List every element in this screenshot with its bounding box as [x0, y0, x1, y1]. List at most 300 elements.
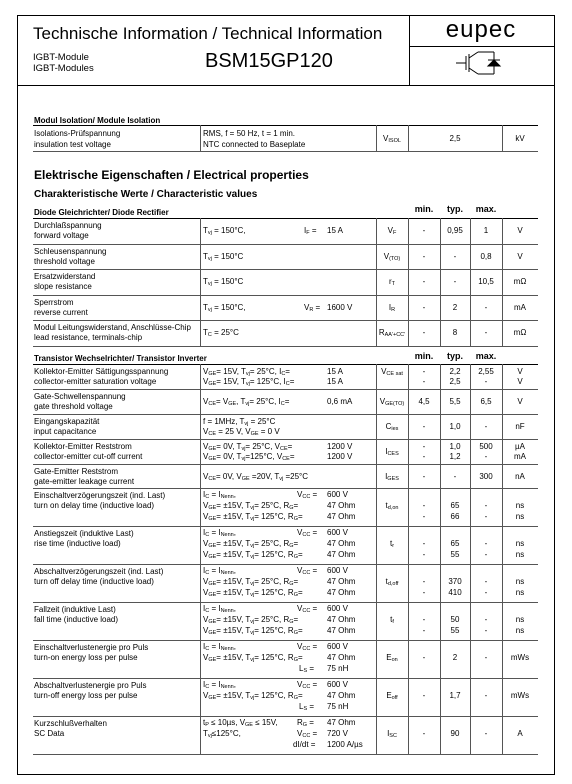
- test-condition: [203, 539, 298, 549]
- typ-value: 66: [450, 512, 460, 521]
- col-divider: [502, 364, 503, 754]
- subscript: Nenn: [220, 646, 234, 652]
- text-part: =: [310, 642, 318, 651]
- param-label-en: threshold voltage: [34, 256, 95, 266]
- max-value: -: [484, 615, 488, 624]
- text-part: ,: [233, 642, 236, 651]
- text-part: V: [203, 626, 209, 635]
- text-part: =: [313, 302, 321, 312]
- text-part: V: [203, 472, 209, 481]
- unit: V: [517, 397, 523, 406]
- test-condition: [203, 653, 303, 663]
- subscript: CE: [208, 401, 216, 407]
- row-divider: [33, 488, 538, 489]
- subscript: vj: [250, 592, 255, 598]
- max-value: 6,5: [480, 397, 492, 406]
- row-divider: [33, 526, 538, 527]
- unit: ns: [515, 626, 525, 635]
- text-part: = I: [209, 566, 221, 575]
- unit: µA: [515, 442, 525, 451]
- row-divider: [33, 320, 538, 321]
- row-divider: [33, 754, 538, 755]
- min-value: -: [422, 588, 426, 597]
- subscript: C: [205, 646, 210, 652]
- min-value: 4,5: [418, 397, 430, 406]
- subscript: vj: [279, 476, 284, 482]
- param-label-de: Anstiegszeit (induktive Last): [34, 529, 134, 538]
- symbol-letter: t: [385, 577, 388, 586]
- param-label-de: Abschaltverzögerungszeit (ind. Last): [34, 567, 164, 576]
- col-divider: [376, 218, 377, 346]
- param-label-en: fall time (inductive load): [34, 615, 119, 624]
- min-value: -: [422, 550, 426, 559]
- test-value: 47 Ohm: [327, 501, 356, 510]
- param-label-en: forward voltage: [34, 231, 89, 240]
- test-value: 1200 V: [327, 452, 353, 461]
- symbol-letter: t: [389, 539, 393, 548]
- text-part: V: [297, 729, 303, 738]
- unit: mΩ: [513, 277, 527, 286]
- text-part: = 125°C, R: [254, 691, 294, 700]
- vcc-label: [297, 490, 317, 500]
- logo-divider: [409, 46, 555, 47]
- text-part: = 25°C, I: [249, 397, 281, 406]
- test-value: 1200 A/µs: [327, 740, 363, 749]
- symbol-subscript: off: [391, 695, 398, 701]
- isolation-label-en: insulation test voltage: [34, 140, 111, 149]
- text-part: I: [203, 680, 206, 689]
- text-part: V: [297, 528, 303, 537]
- symbol-letter: R: [378, 328, 385, 337]
- param-symbol: [376, 615, 408, 625]
- symbol-subscript: CE sat: [386, 371, 403, 377]
- subscript: vj: [207, 306, 212, 313]
- text-part: T: [203, 226, 208, 235]
- subscript: vj: [250, 543, 255, 549]
- min-value: -: [422, 615, 426, 624]
- test-value: 47 Ohm: [327, 577, 356, 586]
- test-condition: [203, 397, 289, 407]
- text-part: T: [203, 302, 208, 312]
- subscript: G: [293, 592, 298, 598]
- min-value: -: [422, 377, 426, 386]
- text-part: =: [285, 367, 290, 376]
- subscript: GE: [208, 581, 217, 587]
- rg-label: [297, 718, 314, 728]
- text-part: R: [297, 718, 303, 727]
- max-value: -: [484, 512, 488, 521]
- max-value: -: [484, 302, 488, 312]
- col-divider: [470, 218, 471, 346]
- unit: ns: [515, 550, 525, 559]
- test-condition: [203, 377, 294, 387]
- param-symbol: [376, 577, 408, 587]
- col-min-header: min.: [414, 204, 434, 214]
- text-part: , T: [236, 397, 246, 406]
- param-label-en: reverse current: [34, 307, 88, 317]
- subscript: vj: [241, 446, 246, 452]
- subscript: CC: [302, 684, 311, 690]
- symbol-letter: t: [390, 615, 393, 624]
- text-part: = 125°C, I: [249, 377, 286, 386]
- test-condition-2: [304, 303, 320, 313]
- test-value: 75 nH: [327, 664, 349, 673]
- text-part: ,: [233, 490, 236, 499]
- max-value: -: [484, 729, 488, 738]
- isolation-section-title: Modul Isolation/ Module Isolation: [34, 116, 161, 125]
- typ-value: -: [453, 251, 457, 261]
- min-value: -: [422, 512, 426, 521]
- text-part: V: [203, 442, 209, 451]
- subscript: F: [306, 230, 310, 236]
- min-value: -: [422, 472, 426, 481]
- param-label-en: turn-off energy loss per pulse: [34, 691, 138, 700]
- subscript: GE: [228, 401, 237, 407]
- text-part: T: [203, 729, 208, 738]
- igbt-section-title: Transistor Wechselrichter/ Transistor Inverter: [34, 354, 207, 363]
- text-part: =: [310, 729, 318, 738]
- text-part: = 125°C, R: [254, 550, 294, 559]
- subscript: G: [293, 554, 298, 560]
- text-part: =125°C, V: [245, 452, 283, 461]
- text-part: = 15V, T: [216, 377, 246, 386]
- param-symbol: [376, 252, 408, 262]
- param-label-de: Modul Leitungswiderstand, Anschlüsse-Chip: [34, 323, 191, 332]
- text-part: = 150°C: [211, 277, 244, 286]
- row-divider: [33, 640, 538, 641]
- test-condition: [203, 718, 278, 728]
- subscript: C: [205, 532, 210, 538]
- subscript: vj: [250, 630, 255, 636]
- text-part: T: [203, 277, 208, 286]
- text-part: =: [293, 501, 299, 510]
- param-symbol: [376, 226, 408, 236]
- symbol-letter: I: [388, 302, 392, 312]
- test-value: 0,6 mA: [327, 397, 353, 406]
- subscript: vj: [250, 505, 255, 511]
- param-symbol: [376, 367, 408, 377]
- text-part: = 0V, V: [215, 472, 242, 481]
- symbol-letter: C: [385, 422, 392, 431]
- param-label-de: Sperrstrom: [34, 297, 74, 307]
- param-symbol: [376, 501, 408, 511]
- page-title: Technische Information / Technical Information: [33, 24, 383, 43]
- subscript: Nenn: [220, 532, 234, 538]
- row-divider: [33, 414, 538, 415]
- typ-value: 2,2: [449, 367, 461, 376]
- subscript: C: [285, 381, 290, 387]
- min-value: -: [422, 367, 426, 376]
- subscript: G: [293, 630, 298, 636]
- symbol-subscript: F: [392, 230, 397, 236]
- subscript: GE: [208, 381, 217, 387]
- text-part: V: [203, 427, 209, 436]
- text-part: I: [203, 528, 206, 537]
- param-label-de: Einschaltverlustenergie pro Puls: [34, 643, 149, 652]
- unit: ns: [515, 512, 525, 521]
- text-part: = 25°C, I: [249, 367, 282, 376]
- param-symbol: [376, 422, 408, 432]
- col-typ-header: typ.: [446, 351, 463, 361]
- min-value: -: [422, 328, 426, 337]
- subscript: GE: [208, 505, 217, 511]
- isolation-label-de: Isolations-Prüfspannung: [34, 129, 121, 138]
- unit: ns: [515, 501, 525, 510]
- diode-section-title: Diode Gleichrichter/ Diode Rectifier: [34, 208, 169, 217]
- subscript: GE: [208, 695, 217, 701]
- didt-label: dI/dt =: [293, 740, 316, 749]
- test-value: 1200 V: [327, 442, 353, 451]
- subscript: vj: [207, 230, 212, 236]
- subscript: GE: [208, 371, 217, 377]
- typ-value: 55: [450, 550, 460, 559]
- subscript: G: [289, 581, 294, 587]
- isolation-symbol: $V_{ISOL}$: [383, 134, 401, 144]
- unit: nF: [515, 422, 525, 431]
- text-part: ,: [233, 528, 236, 537]
- text-part: = 25°C, R: [254, 615, 290, 624]
- subscript: CE: [208, 476, 216, 482]
- text-part: = 125°C, R: [254, 512, 294, 521]
- test-value: 47 Ohm: [327, 718, 356, 727]
- subscript: C: [205, 494, 210, 500]
- symbol-subscript: AA'+CC': [384, 332, 406, 338]
- subscript: S: [303, 706, 308, 712]
- text-part: V: [203, 588, 209, 597]
- test-condition: [203, 626, 303, 636]
- vcc-label: [297, 528, 317, 538]
- typ-value: 1,2: [449, 452, 461, 461]
- vcc-label: [297, 642, 317, 652]
- subscript: G: [289, 505, 294, 511]
- col-divider: [502, 218, 503, 346]
- test-value: 47 Ohm: [327, 539, 356, 548]
- max-value: -: [484, 626, 488, 635]
- vcc-label: [297, 566, 317, 576]
- col-max-header: max.: [475, 351, 497, 361]
- text-part: V: [203, 452, 209, 461]
- text-part: =: [309, 226, 317, 235]
- param-label-en: collector-emitter saturation voltage: [34, 377, 157, 386]
- text-part: I: [203, 490, 206, 499]
- subscript: vj: [245, 371, 250, 377]
- typ-value: 55: [450, 626, 460, 635]
- col-typ-header: typ.: [446, 204, 463, 214]
- test-value: 1600 V: [327, 302, 353, 312]
- param-symbol: [376, 729, 408, 739]
- text-part: = ±15V, T: [216, 626, 251, 635]
- isolation-condition-1: RMS, f = 50 Hz, t = 1 min.: [203, 129, 296, 138]
- symbol-subscript: d,on: [387, 505, 399, 511]
- param-label-de: Kollektor-Emitter Reststrom: [34, 442, 132, 451]
- subscript: GE: [241, 476, 250, 482]
- min-value: -: [422, 626, 426, 635]
- subscript: vj: [250, 581, 255, 587]
- typ-value: 8: [452, 328, 458, 337]
- test-condition: [203, 604, 236, 614]
- subscript: GE: [208, 657, 217, 663]
- row-divider: [33, 678, 538, 679]
- text-part: V: [297, 604, 303, 613]
- text-part: V: [297, 490, 303, 499]
- text-part: V: [203, 501, 209, 510]
- typ-value: 65: [450, 539, 460, 548]
- typ-value: 2,5: [449, 377, 461, 386]
- subscript: CC: [302, 608, 311, 614]
- test-condition: [203, 452, 295, 462]
- typ-value: 1,0: [449, 442, 461, 451]
- symbol-letter: V: [379, 397, 386, 406]
- param-label-de: Eingangskapazität: [34, 417, 100, 426]
- row-divider: [33, 389, 538, 390]
- text-part: ,: [233, 566, 236, 575]
- subscript: vj: [245, 381, 250, 387]
- test-value: 47 Ohm: [327, 626, 356, 635]
- symbol-subscript: R: [391, 306, 396, 313]
- subscript: GE: [208, 619, 217, 625]
- text-part: I: [203, 566, 206, 575]
- symbol-letter: V: [387, 226, 393, 235]
- subscript: C: [205, 570, 210, 576]
- isolation-value: 2,5: [449, 134, 461, 143]
- text-part: T: [203, 328, 208, 337]
- vcc-label: [297, 604, 317, 614]
- typ-value: -: [453, 472, 457, 481]
- subscript: G: [289, 543, 294, 549]
- unit: V: [517, 367, 523, 376]
- text-part: =: [284, 397, 290, 406]
- row-divider: [33, 602, 538, 603]
- text-part: T: [203, 251, 208, 261]
- test-value: 47 Ohm: [327, 653, 356, 662]
- text-part: = 125°C, R: [254, 588, 294, 597]
- text-part: I: [203, 604, 206, 613]
- min-value: -: [422, 251, 426, 261]
- min-value: -: [422, 442, 426, 451]
- text-part: V: [203, 550, 209, 559]
- test-condition: [203, 277, 243, 287]
- param-symbol: [376, 303, 408, 313]
- text-part: = 0V, T: [216, 452, 242, 461]
- subscript: vj: [250, 554, 255, 560]
- symbol-subscript: d,off: [387, 581, 399, 587]
- max-value: -: [484, 328, 488, 337]
- param-label-en: rise time (inductive load): [34, 539, 121, 548]
- param-label-de: Schleusenspannung: [34, 246, 107, 256]
- symbol-letter: I: [385, 472, 388, 481]
- subscript: C: [205, 684, 210, 690]
- symbol-letter: r: [388, 277, 392, 286]
- subscript: CE: [208, 431, 216, 437]
- subscript: vj: [250, 619, 255, 625]
- typ-value: 2: [452, 302, 458, 312]
- text-part: V: [203, 367, 209, 376]
- text-part: = 25°C, V: [245, 442, 280, 451]
- unit: mΩ: [513, 328, 527, 337]
- text-part: ,: [233, 680, 236, 689]
- subscript: vj: [207, 281, 212, 287]
- unit: A: [517, 729, 523, 738]
- text-part: I: [304, 226, 307, 235]
- subscript: G: [293, 657, 298, 663]
- text-part: V: [203, 691, 209, 700]
- max-value: -: [484, 377, 488, 386]
- param-label-de: Fallzeit (induktive Last): [34, 605, 116, 614]
- text-part: V: [297, 642, 303, 651]
- param-label-en: collector-emitter cut-off current: [34, 452, 143, 461]
- test-condition-2: [304, 226, 317, 236]
- text-part: = 25°C, R: [254, 501, 290, 510]
- divider: [33, 151, 538, 152]
- symbol-subscript: CES: [387, 451, 399, 457]
- col-divider: [502, 125, 503, 151]
- subscript: Nenn: [220, 494, 234, 500]
- text-part: =: [298, 653, 303, 662]
- subscript: CC: [302, 570, 311, 576]
- subscript: R: [309, 306, 314, 313]
- subscript: GE: [208, 456, 217, 462]
- text-part: ≤ 10µs, V: [208, 718, 246, 727]
- test-value: 47 Ohm: [327, 512, 356, 521]
- text-part: = V: [215, 397, 229, 406]
- unit: ns: [515, 615, 525, 624]
- param-label-de: Gate-Schwellenspannung: [34, 392, 126, 401]
- text-part: ≤ 15V,: [252, 718, 278, 727]
- test-condition: [203, 328, 239, 338]
- text-part: =: [293, 615, 299, 624]
- text-part: =: [287, 442, 293, 451]
- min-value: -: [422, 653, 426, 662]
- text-part: = ±15V, T: [216, 539, 251, 548]
- subscript: Nenn: [220, 608, 234, 614]
- text-part: =: [310, 528, 318, 537]
- symbol-subscript: r: [392, 543, 395, 549]
- max-value: -: [484, 691, 488, 700]
- min-value: -: [422, 501, 426, 510]
- text-part: = 15V, T: [216, 367, 246, 376]
- min-value: -: [422, 302, 426, 312]
- param-label-de: Ersatzwiderstand: [34, 272, 96, 281]
- unit: ns: [515, 539, 525, 548]
- max-value: -: [484, 452, 488, 461]
- subscript: CC: [302, 646, 311, 652]
- category-de: IGBT-Module: [33, 52, 89, 63]
- text-part: = ±15V, T: [216, 615, 251, 624]
- test-condition: [203, 615, 298, 625]
- test-condition: [203, 691, 303, 701]
- text-part: =: [307, 718, 314, 727]
- max-value: 300: [479, 472, 493, 481]
- unit: mWs: [510, 653, 530, 662]
- subscript: vj: [250, 657, 255, 663]
- param-label-de: Abschaltverlustenergie pro Puls: [34, 681, 147, 690]
- typ-value: 410: [448, 588, 462, 597]
- text-part: =: [298, 626, 303, 635]
- row-divider: [33, 564, 538, 565]
- typ-value: 370: [448, 577, 462, 586]
- max-value: 1: [483, 226, 489, 235]
- section-divider: [33, 218, 538, 219]
- text-part: =: [310, 566, 318, 575]
- test-value: 47 Ohm: [327, 588, 356, 597]
- min-value: -: [422, 277, 426, 286]
- test-value: 600 V: [327, 680, 348, 689]
- isolation-unit: kV: [515, 134, 525, 143]
- typ-value: 0,95: [447, 226, 463, 235]
- symbol-letter: I: [385, 447, 388, 456]
- subscript: Nenn: [220, 684, 234, 690]
- param-label-en: gate-emitter leakage current: [34, 477, 135, 486]
